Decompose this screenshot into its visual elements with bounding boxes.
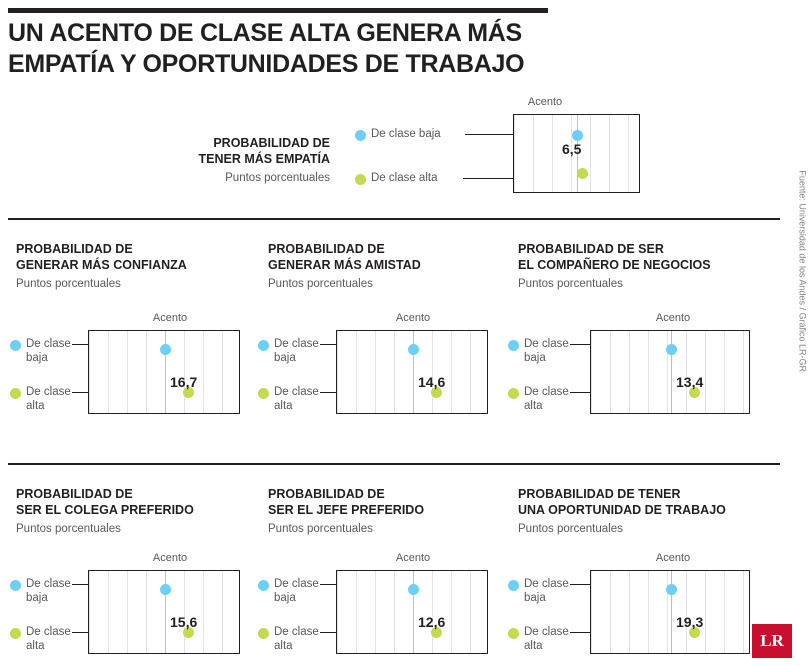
panel-subtitle: Puntos porcentuales	[225, 172, 330, 185]
legend-de-clase-baja	[355, 128, 441, 142]
data-point-low	[160, 344, 171, 355]
legend-de-clase-baja	[10, 338, 71, 365]
panel-title: PROBABILIDAD DE SER EL COMPAÑERO DE NEGOCIOS	[518, 242, 711, 272]
panel-title: PROBABILIDAD DE GENERAR MÁS AMISTAD	[268, 242, 421, 272]
legend-label-high: De clase alta	[274, 386, 319, 412]
axis-label-acento: Acento	[152, 552, 188, 564]
leader-line-high	[570, 392, 590, 393]
leader-line-high	[72, 392, 88, 393]
panel-subtitle: Puntos porcentuales	[518, 278, 623, 291]
legend-dot-high-icon	[258, 388, 269, 399]
legend-de-clase-alta	[508, 386, 569, 413]
lr-logo: LR	[752, 624, 792, 658]
legend-de-clase-baja	[508, 578, 569, 605]
panel-amistad	[268, 242, 493, 290]
legend-dot-high-icon	[10, 628, 21, 639]
data-point-low	[408, 344, 419, 355]
legend-label-low: De clase baja	[274, 338, 319, 364]
panel-subtitle: Puntos porcentuales	[16, 523, 121, 536]
page-title: UN ACENTO DE CLASE ALTA GENERA MÁS EMPATÍA Y OPORTUNIDADES DE TRABAJO	[8, 19, 525, 78]
leader-line-low	[465, 134, 513, 135]
axis-label-acento: Acento	[655, 312, 691, 324]
plot-area-colega	[88, 570, 240, 654]
legend-de-clase-alta	[258, 386, 319, 413]
chart-negocios	[508, 312, 758, 422]
legend-de-clase-baja	[508, 338, 569, 365]
chart-confianza	[10, 312, 245, 422]
leader-line-high	[72, 632, 88, 633]
legend-label-low: De clase baja	[26, 338, 71, 364]
panel-colega	[16, 487, 246, 535]
legend-dot-low-icon	[258, 580, 269, 591]
leader-line-high	[463, 178, 513, 179]
value-label: 16,7	[170, 374, 198, 390]
leader-line-high	[320, 632, 336, 633]
axis-label-acento: Acento	[395, 312, 431, 324]
legend-dot-high-icon	[508, 628, 519, 639]
value-label: 15,6	[170, 614, 198, 630]
data-point-low	[408, 584, 419, 595]
panel-subtitle: Puntos porcentuales	[268, 278, 373, 291]
data-point-low	[160, 584, 171, 595]
panel-negocios	[518, 242, 768, 290]
legend-dot-low-icon	[258, 340, 269, 351]
value-label: 6,5	[562, 141, 582, 157]
data-point-low	[666, 344, 677, 355]
panel-title: PROBABILIDAD DE SER EL JEFE PREFERIDO	[268, 487, 425, 517]
legend-label-high: De clase alta	[371, 172, 438, 184]
leader-line-low	[320, 584, 336, 585]
legend-de-clase-baja	[10, 578, 71, 605]
leader-line-low	[570, 344, 590, 345]
chart-amistad	[258, 312, 493, 422]
leader-line-high	[320, 392, 336, 393]
chart-jefe	[258, 552, 493, 662]
plot-area-empatia	[513, 114, 640, 193]
leader-line-low	[72, 344, 88, 345]
panel-title: PROBABILIDAD DE GENERAR MÁS CONFIANZA	[16, 242, 187, 272]
panel-jefe	[268, 487, 493, 535]
value-label: 12,6	[418, 614, 446, 630]
legend-dot-low-icon	[10, 340, 21, 351]
source-credit: Fuente: Universidad de los Andes / Gráfico LR-GR	[798, 170, 808, 372]
plot-area-trabajo	[590, 570, 750, 654]
legend-label-high: De clase alta	[524, 386, 569, 412]
leader-line-low	[320, 344, 336, 345]
chart-trabajo	[508, 552, 758, 662]
legend-label-high: De clase alta	[26, 626, 71, 652]
legend-de-clase-alta	[508, 626, 569, 653]
axis-label-acento: Acento	[655, 552, 691, 564]
leader-line-low	[72, 584, 88, 585]
panel-title: PROBABILIDAD DE TENER UNA OPORTUNIDAD DE TRABAJO	[518, 487, 726, 517]
legend-label-high: De clase alta	[26, 386, 71, 412]
panel-subtitle: Puntos porcentuales	[518, 523, 623, 536]
plot-area-negocios	[590, 330, 750, 414]
legend-dot-low-icon	[355, 130, 366, 141]
legend-de-clase-alta	[10, 386, 71, 413]
leader-line-low	[570, 584, 590, 585]
legend-dot-low-icon	[508, 580, 519, 591]
divider-1	[8, 218, 780, 220]
data-point-low	[572, 130, 583, 141]
panel-trabajo	[518, 487, 773, 535]
legend-dot-low-icon	[10, 580, 21, 591]
legend-de-clase-baja	[258, 578, 319, 605]
value-label: 13,4	[676, 374, 704, 390]
legend-label-high: De clase alta	[274, 626, 319, 652]
axis-label-acento: Acento	[527, 96, 563, 108]
chart-empatia	[355, 96, 640, 196]
legend-dot-high-icon	[355, 174, 366, 185]
legend-label-low: De clase baja	[274, 578, 319, 604]
axis-label-acento: Acento	[152, 312, 188, 324]
panel-subtitle: Puntos porcentuales	[268, 523, 373, 536]
divider-2	[8, 463, 780, 465]
legend-label-high: De clase alta	[524, 626, 569, 652]
panel-title: PROBABILIDAD DE TENER MÁS EMPATÍA	[198, 136, 330, 166]
panel-empatia-labels	[140, 136, 330, 184]
data-point-low	[666, 584, 677, 595]
panel-subtitle: Puntos porcentuales	[16, 278, 121, 291]
legend-de-clase-alta	[10, 626, 71, 653]
axis-label-acento: Acento	[395, 552, 431, 564]
legend-dot-low-icon	[508, 340, 519, 351]
legend-label-low: De clase baja	[26, 578, 71, 604]
value-label: 19,3	[676, 614, 704, 630]
legend-de-clase-baja	[258, 338, 319, 365]
plot-area-amistad	[336, 330, 488, 414]
chart-colega	[10, 552, 245, 662]
legend-dot-high-icon	[508, 388, 519, 399]
legend-de-clase-alta	[258, 626, 319, 653]
legend-dot-high-icon	[258, 628, 269, 639]
legend-label-low: De clase baja	[524, 578, 569, 604]
legend-label-low: De clase baja	[524, 338, 569, 364]
data-point-high	[577, 168, 588, 179]
panel-title: PROBABILIDAD DE SER EL COLEGA PREFERIDO	[16, 487, 194, 517]
leader-line-high	[570, 632, 590, 633]
plot-area-jefe	[336, 570, 488, 654]
panel-confianza	[16, 242, 241, 290]
legend-label-low: De clase baja	[371, 128, 441, 140]
value-label: 14,6	[418, 374, 446, 390]
legend-dot-high-icon	[10, 388, 21, 399]
plot-area-confianza	[88, 330, 240, 414]
top-rule	[8, 8, 548, 13]
legend-de-clase-alta	[355, 172, 437, 186]
